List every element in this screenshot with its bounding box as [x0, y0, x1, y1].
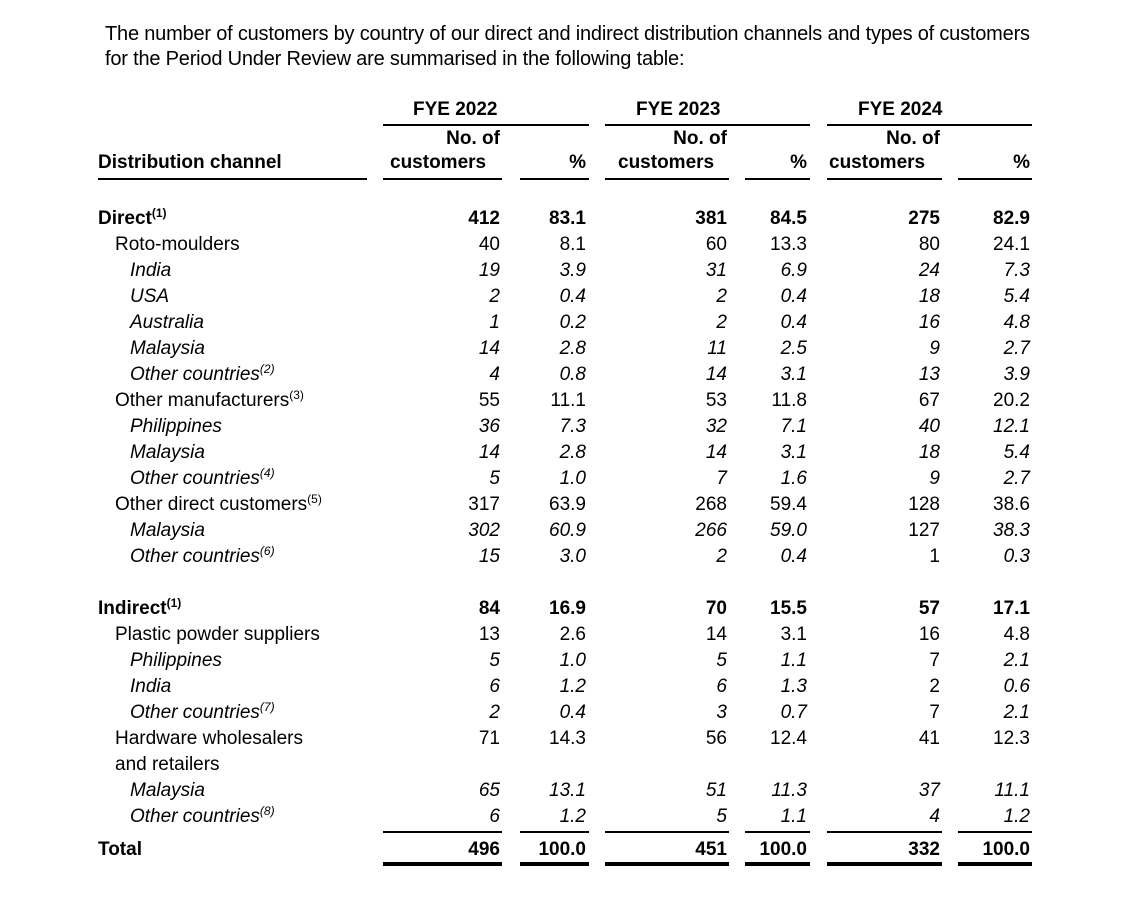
country-row — [0, 310, 1128, 336]
cell-count-2023: 60 — [705, 234, 727, 255]
cell-pct-2023: 0.4 — [780, 546, 807, 567]
row-label-text: Hardware wholesalers — [115, 728, 303, 749]
row-label-text: Plastic powder suppliers — [115, 624, 320, 645]
total-rule-bottom — [827, 862, 942, 866]
cell-pct-2023: 59.0 — [770, 520, 807, 541]
total-count-2022: 496 — [468, 839, 500, 860]
cell-pct-2023: 3.1 — [780, 442, 807, 463]
cell-count-2024: 40 — [918, 416, 940, 437]
cell-count-2023: 31 — [705, 260, 727, 281]
row-label-text: Other direct customers — [115, 494, 308, 515]
cell-count-2024: 18 — [918, 286, 940, 307]
cell-pct-2024: 5.4 — [1003, 286, 1030, 307]
cell-count-2024: 275 — [908, 208, 940, 229]
cell-count-2023: 2 — [716, 286, 727, 307]
row-label — [130, 700, 275, 726]
total-pct-2022: 100.0 — [538, 839, 586, 860]
country-row — [0, 258, 1128, 284]
cell-count-2022: 14 — [478, 338, 500, 359]
cell-count-2024: 127 — [908, 520, 940, 541]
cell-count-2022: 55 — [478, 390, 500, 411]
cell-pct-2023: 3.1 — [780, 624, 807, 645]
row-label — [115, 388, 304, 414]
cell-pct-2024: 24.1 — [993, 234, 1030, 255]
cell-count-2024: 37 — [918, 780, 940, 801]
country-row — [0, 804, 1128, 830]
header-rule — [520, 178, 589, 180]
cell-pct-2023: 0.7 — [780, 702, 807, 723]
cell-pct-2024: 38.6 — [993, 494, 1030, 515]
cell-count-2023: 14 — [705, 442, 727, 463]
row-label-text: Australia — [130, 312, 204, 333]
cell-count-2022: 5 — [489, 650, 500, 671]
cell-pct-2023: 3.1 — [780, 364, 807, 385]
cell-pct-2023: 11.8 — [771, 390, 807, 411]
cell-count-2023: 70 — [705, 598, 727, 619]
cell-count-2022: 2 — [489, 286, 500, 307]
cell-count-2024: 1 — [929, 546, 940, 567]
country-row — [0, 284, 1128, 310]
year-header-2022: FYE 2022 — [413, 99, 498, 120]
row-label — [130, 778, 205, 804]
cell-count-2023: 7 — [716, 468, 727, 489]
header-rule — [605, 178, 729, 180]
cell-pct-2024: 4.8 — [1003, 312, 1030, 333]
cell-pct-2024: 11.1 — [994, 780, 1030, 801]
footnote-marker: (4) — [259, 466, 275, 480]
total-rule-bottom — [605, 862, 729, 866]
cell-count-2023: 2 — [716, 312, 727, 333]
country-row — [0, 440, 1128, 466]
row-label-text: Philippines — [130, 416, 222, 437]
total-label: Total — [98, 839, 142, 860]
row-label-text: Other manufacturers — [115, 390, 290, 411]
cell-pct-2022: 14.3 — [549, 728, 586, 749]
cell-pct-2022: 2.8 — [559, 338, 586, 359]
cell-count-2022: 14 — [478, 442, 500, 463]
country-row — [0, 518, 1128, 544]
cell-pct-2024: 82.9 — [993, 208, 1030, 229]
cell-count-2023: 266 — [695, 520, 727, 541]
row-label — [130, 466, 275, 492]
year-rule-2024 — [827, 124, 1032, 126]
footnote-marker: (8) — [259, 804, 275, 818]
cell-count-2024: 24 — [918, 260, 940, 281]
row-label — [98, 206, 167, 232]
cell-pct-2024: 38.3 — [993, 520, 1030, 541]
channel-header: Distribution channel — [98, 152, 282, 173]
count-header-line1: No. of — [446, 128, 500, 149]
pct-header-2024: % — [1013, 152, 1030, 173]
row-label-text: Roto-moulders — [115, 234, 240, 255]
row-label — [98, 596, 181, 622]
row-label-text: Indirect — [98, 598, 167, 619]
country-row — [0, 466, 1128, 492]
year-header-2023: FYE 2023 — [636, 99, 721, 120]
cell-count-2024: 13 — [918, 364, 940, 385]
cell-count-2024: 4 — [929, 806, 940, 827]
row-label — [130, 362, 275, 388]
header-rule — [745, 178, 810, 180]
cell-count-2024: 16 — [918, 624, 940, 645]
cell-pct-2022: 1.2 — [559, 676, 586, 697]
cell-pct-2023: 84.5 — [770, 208, 807, 229]
cell-count-2023: 381 — [695, 208, 727, 229]
count-header-line2: customers — [618, 152, 715, 173]
row-label-text: USA — [130, 286, 170, 307]
cell-count-2024: 57 — [918, 598, 940, 619]
cell-pct-2024: 12.1 — [993, 416, 1030, 437]
cell-pct-2024: 0.6 — [1003, 676, 1030, 697]
footnote-marker: (5) — [307, 492, 322, 506]
cell-pct-2023: 2.5 — [780, 338, 807, 359]
cell-count-2023: 32 — [705, 416, 727, 437]
cell-count-2023: 268 — [695, 494, 727, 515]
cell-pct-2024: 12.3 — [993, 728, 1030, 749]
country-row — [0, 362, 1128, 388]
row-label-text: Other countries — [130, 364, 260, 385]
cell-count-2022: 302 — [468, 520, 500, 541]
total-rule-top — [958, 831, 1032, 833]
cell-count-2023: 6 — [716, 676, 727, 697]
pct-header-2022: % — [569, 152, 586, 173]
row-label-text: India — [130, 676, 172, 697]
cell-pct-2022: 0.4 — [559, 702, 586, 723]
row-label-text: Philippines — [130, 650, 222, 671]
cell-pct-2024: 2.7 — [1003, 468, 1030, 489]
channel-row — [0, 206, 1128, 232]
row-label-text: India — [130, 260, 172, 281]
country-row — [0, 674, 1128, 700]
country-row — [0, 336, 1128, 362]
cell-pct-2024: 20.2 — [993, 390, 1030, 411]
cell-count-2022: 65 — [478, 780, 500, 801]
cell-count-2022: 19 — [478, 260, 500, 281]
year-rule-2023 — [605, 124, 810, 126]
cell-count-2023: 5 — [716, 806, 727, 827]
cell-count-2024: 80 — [918, 234, 940, 255]
year-header-2024: FYE 2024 — [858, 99, 943, 120]
cell-count-2024: 41 — [918, 728, 940, 749]
cell-count-2024: 7 — [929, 650, 940, 671]
customer-type-row — [0, 752, 1128, 778]
row-label-text: Other countries — [130, 702, 260, 723]
cell-count-2024: 2 — [929, 676, 940, 697]
row-label-text: and retailers — [115, 754, 220, 775]
cell-count-2023: 14 — [705, 624, 727, 645]
cell-count-2024: 67 — [918, 390, 940, 411]
cell-pct-2022: 1.2 — [559, 806, 586, 827]
cell-pct-2023: 0.4 — [780, 286, 807, 307]
row-label-text: Other countries — [130, 468, 260, 489]
cell-pct-2024: 2.1 — [1003, 702, 1030, 723]
footnote-marker: (1) — [166, 596, 182, 610]
row-label — [130, 414, 222, 440]
cell-count-2023: 53 — [705, 390, 727, 411]
row-label-text: Malaysia — [130, 520, 205, 541]
row-label — [130, 258, 171, 284]
customer-type-row — [0, 726, 1128, 752]
cell-pct-2024: 3.9 — [1003, 364, 1030, 385]
cell-pct-2024: 0.3 — [1003, 546, 1030, 567]
row-label — [130, 648, 222, 674]
cell-pct-2022: 83.1 — [549, 208, 586, 229]
row-label — [115, 492, 322, 518]
cell-pct-2024: 7.3 — [1003, 260, 1030, 281]
row-label — [130, 440, 205, 466]
pct-header-2023: % — [790, 152, 807, 173]
cell-pct-2024: 4.8 — [1003, 624, 1030, 645]
year-rule-2022 — [383, 124, 589, 126]
cell-count-2023: 11 — [707, 338, 727, 359]
footnote-marker: (3) — [289, 388, 304, 402]
cell-pct-2022: 3.0 — [559, 546, 586, 567]
row-label — [115, 232, 240, 258]
cell-count-2022: 5 — [489, 468, 500, 489]
total-rule-top — [605, 831, 729, 833]
customer-type-row — [0, 232, 1128, 258]
customer-type-row — [0, 622, 1128, 648]
row-label-text: Other countries — [130, 806, 260, 827]
cell-pct-2022: 0.4 — [559, 286, 586, 307]
cell-count-2024: 128 — [908, 494, 940, 515]
cell-count-2022: 6 — [489, 806, 500, 827]
cell-count-2022: 40 — [478, 234, 500, 255]
row-label — [130, 804, 275, 830]
cell-pct-2023: 13.3 — [770, 234, 807, 255]
cell-pct-2022: 60.9 — [549, 520, 586, 541]
country-row — [0, 778, 1128, 804]
cell-pct-2022: 11.1 — [550, 390, 586, 411]
total-pct-2023: 100.0 — [759, 839, 807, 860]
count-header-line2: customers — [829, 152, 926, 173]
total-rule-top — [383, 831, 502, 833]
cell-count-2022: 15 — [478, 546, 500, 567]
intro-paragraph: The number of customers by country of our direct and indirect distribution channels and types of customers for the Period Under Review are summarised in the following table: — [105, 23, 1030, 70]
row-label-text: Malaysia — [130, 338, 205, 359]
cell-count-2022: 36 — [478, 416, 500, 437]
cell-count-2023: 2 — [716, 546, 727, 567]
cell-count-2023: 5 — [716, 650, 727, 671]
row-label — [115, 752, 220, 778]
row-label — [130, 674, 171, 700]
cell-pct-2022: 2.6 — [559, 624, 586, 645]
cell-pct-2022: 7.3 — [559, 416, 586, 437]
cell-pct-2022: 16.9 — [549, 598, 586, 619]
total-rule-top — [827, 831, 942, 833]
cell-count-2023: 3 — [716, 702, 727, 723]
row-label — [130, 336, 205, 362]
cell-pct-2023: 11.3 — [771, 780, 807, 801]
row-label-text: Other countries — [130, 546, 260, 567]
cell-pct-2022: 0.8 — [559, 364, 586, 385]
row-label — [115, 622, 320, 648]
header-rule — [383, 178, 502, 180]
total-row — [0, 837, 1128, 863]
cell-pct-2023: 12.4 — [770, 728, 807, 749]
footnote-marker: (6) — [259, 544, 275, 558]
cell-pct-2023: 0.4 — [780, 312, 807, 333]
total-pct-2024: 100.0 — [982, 839, 1030, 860]
cell-count-2023: 14 — [705, 364, 727, 385]
footnote-marker: (7) — [259, 700, 275, 714]
cell-pct-2023: 1.1 — [780, 650, 807, 671]
cell-pct-2023: 59.4 — [770, 494, 807, 515]
cell-pct-2024: 2.1 — [1003, 650, 1030, 671]
customer-type-row — [0, 388, 1128, 414]
cell-pct-2022: 13.1 — [549, 780, 586, 801]
total-rule-top — [520, 831, 589, 833]
total-count-2023: 451 — [695, 839, 727, 860]
footnote-marker: (1) — [151, 206, 167, 220]
cell-count-2022: 1 — [489, 312, 500, 333]
cell-count-2022: 412 — [468, 208, 500, 229]
country-row — [0, 414, 1128, 440]
cell-pct-2024: 17.1 — [993, 598, 1030, 619]
cell-count-2022: 6 — [489, 676, 500, 697]
cell-pct-2023: 1.3 — [780, 676, 807, 697]
header-rule — [827, 178, 942, 180]
total-count-2024: 332 — [908, 839, 940, 860]
cell-count-2024: 18 — [918, 442, 940, 463]
country-row — [0, 544, 1128, 570]
cell-pct-2024: 2.7 — [1003, 338, 1030, 359]
total-rule-bottom — [958, 862, 1032, 866]
cell-pct-2023: 1.6 — [780, 468, 807, 489]
row-label — [130, 544, 275, 570]
cell-count-2024: 9 — [929, 338, 940, 359]
row-label — [130, 284, 169, 310]
cell-pct-2024: 5.4 — [1003, 442, 1030, 463]
count-header-line1: No. of — [886, 128, 940, 149]
channel-row — [0, 596, 1128, 622]
customer-type-row — [0, 492, 1128, 518]
row-label-text: Malaysia — [130, 780, 205, 801]
footnote-marker: (2) — [259, 362, 275, 376]
cell-count-2022: 13 — [478, 624, 500, 645]
cell-count-2024: 16 — [918, 312, 940, 333]
count-header-line1: No. of — [673, 128, 727, 149]
total-rule-bottom — [383, 862, 502, 866]
cell-count-2022: 4 — [489, 364, 500, 385]
cell-pct-2022: 1.0 — [559, 650, 586, 671]
cell-pct-2022: 3.9 — [559, 260, 586, 281]
cell-pct-2023: 7.1 — [780, 416, 807, 437]
count-header-line2: customers — [390, 152, 487, 173]
row-label — [130, 518, 205, 544]
cell-pct-2022: 2.8 — [559, 442, 586, 463]
country-row — [0, 700, 1128, 726]
row-label-text: Direct — [98, 208, 152, 229]
header-rule — [98, 178, 367, 180]
cell-pct-2022: 63.9 — [549, 494, 586, 515]
country-row — [0, 648, 1128, 674]
total-rule-bottom — [745, 862, 810, 866]
total-rule-top — [745, 831, 810, 833]
cell-pct-2022: 8.1 — [559, 234, 586, 255]
cell-pct-2022: 0.2 — [559, 312, 586, 333]
cell-count-2023: 56 — [705, 728, 727, 749]
cell-pct-2024: 1.2 — [1003, 806, 1030, 827]
row-label-text: Malaysia — [130, 442, 205, 463]
cell-count-2022: 2 — [489, 702, 500, 723]
cell-count-2022: 317 — [468, 494, 500, 515]
row-label — [115, 726, 303, 752]
cell-pct-2023: 6.9 — [780, 260, 807, 281]
cell-count-2022: 71 — [478, 728, 500, 749]
cell-count-2022: 84 — [478, 598, 500, 619]
cell-pct-2023: 15.5 — [770, 598, 807, 619]
cell-pct-2022: 1.0 — [559, 468, 586, 489]
cell-count-2023: 51 — [705, 780, 727, 801]
cell-pct-2023: 1.1 — [780, 806, 807, 827]
header-rule — [958, 178, 1032, 180]
cell-count-2024: 7 — [929, 702, 940, 723]
cell-count-2024: 9 — [929, 468, 940, 489]
total-rule-bottom — [520, 862, 589, 866]
row-label — [130, 310, 204, 336]
